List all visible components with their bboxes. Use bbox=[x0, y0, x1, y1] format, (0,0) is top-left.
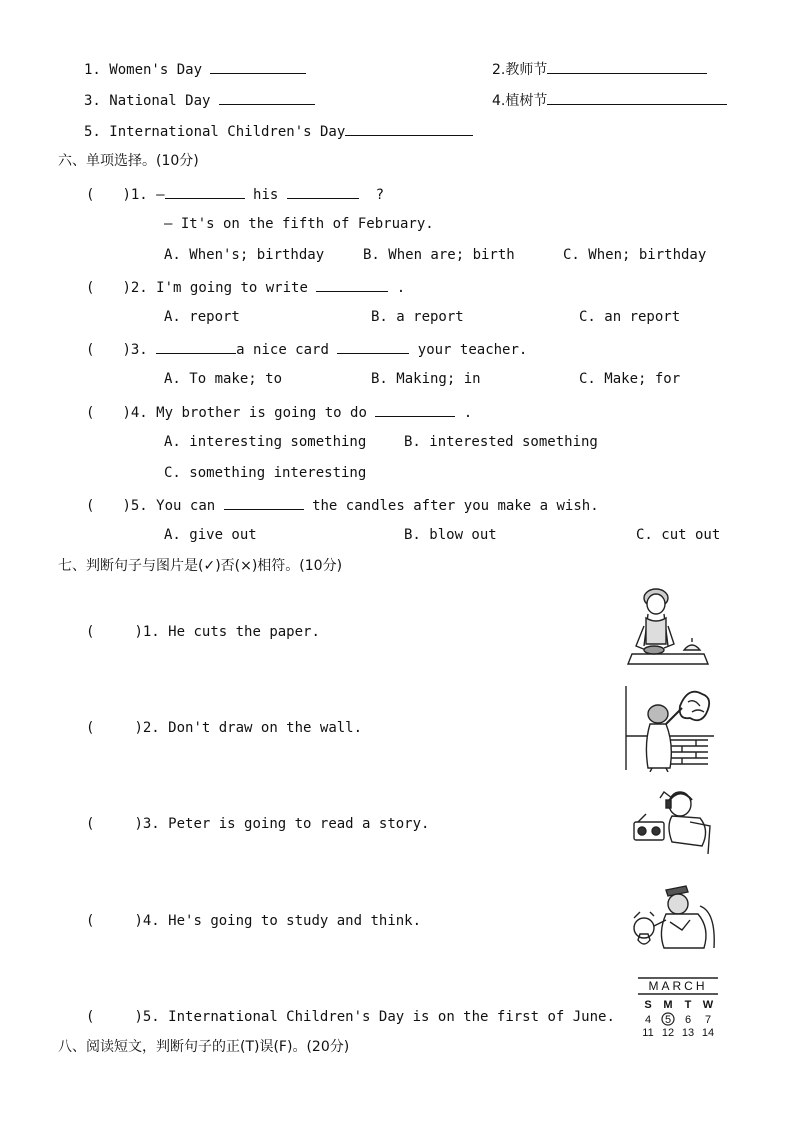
march-calendar-picture bbox=[636, 976, 720, 1040]
mc-q1: ( )1. — his ? bbox=[86, 184, 384, 204]
calendar-day-label: S bbox=[644, 999, 652, 1011]
mc-q3-option-c[interactable]: C. Make; for bbox=[579, 371, 681, 387]
mc-q2-option-c[interactable]: C. an report bbox=[579, 309, 681, 325]
answer-paren[interactable] bbox=[94, 496, 122, 510]
mc-q1-option-a[interactable]: A. When's; birthday bbox=[164, 247, 325, 263]
mc-q2: ( )2. I'm going to write . bbox=[86, 277, 405, 297]
calendar-date: 4 bbox=[644, 1014, 652, 1026]
answer-blank[interactable] bbox=[210, 59, 306, 74]
answer-paren[interactable] bbox=[94, 403, 122, 417]
calendar-date: 11 bbox=[642, 1027, 654, 1039]
man-thinking-picture bbox=[630, 882, 718, 954]
mc-q3-option-a[interactable]: A. To make; to bbox=[164, 371, 283, 387]
answer-paren[interactable] bbox=[94, 911, 134, 925]
answer-paren[interactable] bbox=[94, 718, 134, 732]
answer-paren[interactable] bbox=[94, 278, 122, 292]
answer-blank[interactable] bbox=[547, 59, 707, 74]
festival-q1: 1. Women's Day bbox=[84, 59, 306, 79]
calendar-date: 12 bbox=[661, 1027, 675, 1039]
mc-q5: ( )5. You can the candles after you make a wish. bbox=[86, 495, 599, 515]
festival-q5: 5. International Children's Day bbox=[84, 121, 473, 141]
answer-blank[interactable] bbox=[165, 184, 245, 199]
calendar-day-label: W bbox=[702, 999, 714, 1011]
answer-paren[interactable] bbox=[94, 622, 134, 636]
mc-q2-option-a[interactable]: A. report bbox=[164, 309, 240, 325]
mc-q5-option-a[interactable]: A. give out bbox=[164, 527, 257, 543]
answer-blank[interactable] bbox=[219, 90, 315, 105]
answer-blank[interactable] bbox=[287, 184, 359, 199]
section6-heading: 六、单项选择。(10分) bbox=[58, 153, 199, 169]
answer-blank[interactable] bbox=[547, 90, 727, 105]
mc-q1-option-c[interactable]: C. When; birthday bbox=[563, 247, 707, 263]
answer-blank[interactable] bbox=[224, 495, 304, 510]
section7-heading: 七、判断句子与图片是(✓)否(×)相符。(10分) bbox=[58, 558, 343, 574]
mc-q4-option-b[interactable]: B. interested something bbox=[404, 434, 598, 450]
answer-paren[interactable] bbox=[94, 1007, 134, 1021]
tf-item-5: ( )5. International Children's Day is on the first of June. bbox=[86, 1009, 615, 1025]
answer-paren[interactable] bbox=[94, 185, 122, 199]
answer-paren[interactable] bbox=[94, 814, 134, 828]
mc-q4-option-c[interactable]: C. something interesting bbox=[164, 465, 367, 481]
calendar-date: 7 bbox=[704, 1014, 712, 1026]
boy-radio-picture bbox=[630, 786, 714, 858]
calendar-date: 6 bbox=[684, 1014, 692, 1026]
answer-blank[interactable] bbox=[316, 277, 388, 292]
section8-heading: 八、阅读短文，判断句子的正(T)误(F)。(20分) bbox=[58, 1039, 350, 1055]
festival-q3: 3. National Day bbox=[84, 90, 315, 110]
mc-q2-option-b[interactable]: B. a report bbox=[371, 309, 464, 325]
mc-q5-option-c[interactable]: C. cut out bbox=[636, 527, 721, 543]
answer-paren[interactable] bbox=[94, 340, 122, 354]
mc-q1-reply: — It's on the fifth of February. bbox=[164, 216, 434, 232]
mc-q4-option-a[interactable]: A. interesting something bbox=[164, 434, 367, 450]
answer-blank[interactable] bbox=[345, 121, 473, 136]
calendar-date: 13 bbox=[681, 1027, 695, 1039]
calendar-day-label: M bbox=[663, 999, 673, 1011]
festival-q2: 2.教师节 bbox=[492, 59, 707, 79]
answer-blank[interactable] bbox=[337, 339, 409, 354]
calendar-date: 14 bbox=[701, 1027, 715, 1039]
tf-item-2: ( )2. Don't draw on the wall. bbox=[86, 720, 363, 736]
mc-q5-option-b[interactable]: B. blow out bbox=[404, 527, 497, 543]
calendar-date: 5 bbox=[664, 1014, 672, 1026]
tf-item-1: ( )1. He cuts the paper. bbox=[86, 624, 320, 640]
tf-item-4: ( )4. He's going to study and think. bbox=[86, 913, 422, 929]
woman-cutting-picture bbox=[622, 584, 718, 676]
mc-q3: ( )3. a nice card your teacher. bbox=[86, 339, 527, 359]
answer-blank[interactable] bbox=[375, 402, 455, 417]
calendar-day-label: T bbox=[684, 999, 692, 1011]
calendar-month: MARCH bbox=[648, 979, 708, 993]
answer-blank[interactable] bbox=[156, 339, 236, 354]
boy-drawing-wall-picture bbox=[622, 684, 718, 772]
tf-item-3: ( )3. Peter is going to read a story. bbox=[86, 816, 430, 832]
festival-q4: 4.植树节 bbox=[492, 90, 727, 110]
mc-q3-option-b[interactable]: B. Making; in bbox=[371, 371, 481, 387]
mc-q1-option-b[interactable]: B. When are; birth bbox=[363, 247, 515, 263]
mc-q4: ( )4. My brother is going to do . bbox=[86, 402, 472, 422]
